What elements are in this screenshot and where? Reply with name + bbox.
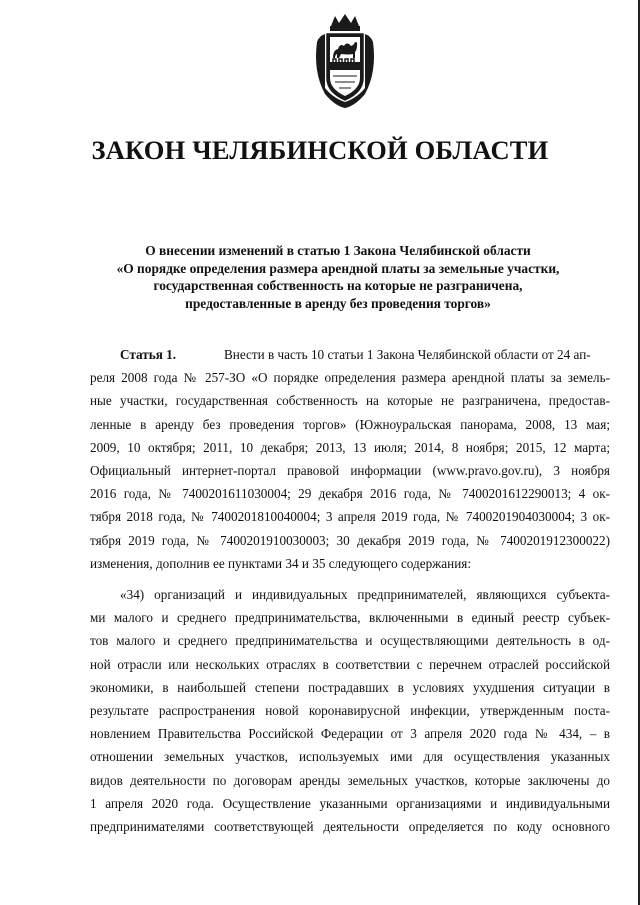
text-line: ми малого и среднего предпринимательства, включенными в единый реестр субъек- (90, 610, 610, 626)
text-line: тября 2019 года, № 7400201910030003; 30 декабря 2019 года, № 7400201912300022) (90, 532, 610, 548)
text-line: Официальный интернет-портал правовой информации (www.pravo.gov.ru), 3 ноября (90, 462, 610, 478)
text-line: реля 2008 года № 257-ЗО «О порядке определения размера арендной платы за земель- (90, 370, 610, 386)
text-line: 1 апреля 2020 года. Осуществление указанными организациями и индивидуальными (90, 795, 610, 811)
law-subject (90, 242, 586, 312)
law-title: ЗАКОН ЧЕЛЯБИНСКОЙ ОБЛАСТИ (91, 135, 549, 165)
text-line: 2016 года, № 7400201611030004; 29 декабря 2016 года, № 7400201612290013; 4 ок- (90, 486, 610, 502)
article-label: Статья 1. (120, 347, 177, 362)
subject-line: О внесении изменений в статью 1 Закона Челябинской области (145, 243, 531, 258)
article-1-text (90, 343, 610, 575)
text-line: предпринимателями соответствующей деятельности определяется по коду основного (90, 818, 610, 834)
text-line: Внести в часть 10 статьи 1 Закона Челябинской области от 24 ап- (224, 347, 591, 362)
coat-of-arms-icon (311, 12, 379, 110)
subject-line: государственная собственность на которые не разграничена, (153, 278, 523, 293)
text-line: экономики, в наибольшей степени пострадавших в условиях ухудшения ситуации в (90, 679, 610, 695)
text-line: 2009, 10 октября; 2011, 10 декабря; 2013, 13 июля; 2014, 8 ноября; 2015, 12 марта; (90, 439, 610, 455)
text-line: результате распространения новой коронавирусной инфекции, утвержденным поста- (90, 702, 610, 718)
text-line: тября 2018 года, № 7400201810040004; 3 апреля 2019 года, № 7400201904030004; 3 ок- (90, 509, 610, 525)
article-heading-line (90, 343, 610, 366)
text-line: ные участки, государственная собственность на которые не разграничена, предостав- (90, 393, 610, 409)
text-line: «34) организаций и индивидуальных предпринимателей, являющихся субъекта- (120, 587, 610, 602)
item-34-text (90, 583, 610, 838)
text-line: ной отрасли или нескольких отраслях в соответствии с перечнем отраслей российской (90, 656, 610, 672)
text-line: ленные в аренду без проведения торгов» (Южноуральская панорама, 2008, 13 мая; (90, 416, 610, 432)
subject-line: «О порядке определения размера арендной платы за земельные участки, (116, 260, 560, 276)
subject-line: предоставленные в аренду без проведения торгов» (185, 295, 491, 311)
text-line: новлением Правительства Российской Федерации от 3 апреля 2020 года № 434, – в (90, 726, 610, 742)
text-line: изменения, дополнив ее пунктами 34 и 35 следующего содержания: (90, 555, 471, 571)
text-line: отношении земельных участков, используемых ими для осуществления указанных (90, 749, 610, 765)
text-line: видов деятельности по договорам аренды земельных участков, которые заключены до (90, 772, 610, 788)
text-line: тов малого и среднего предпринимательства и осуществляющими деятельность в од- (90, 633, 610, 649)
